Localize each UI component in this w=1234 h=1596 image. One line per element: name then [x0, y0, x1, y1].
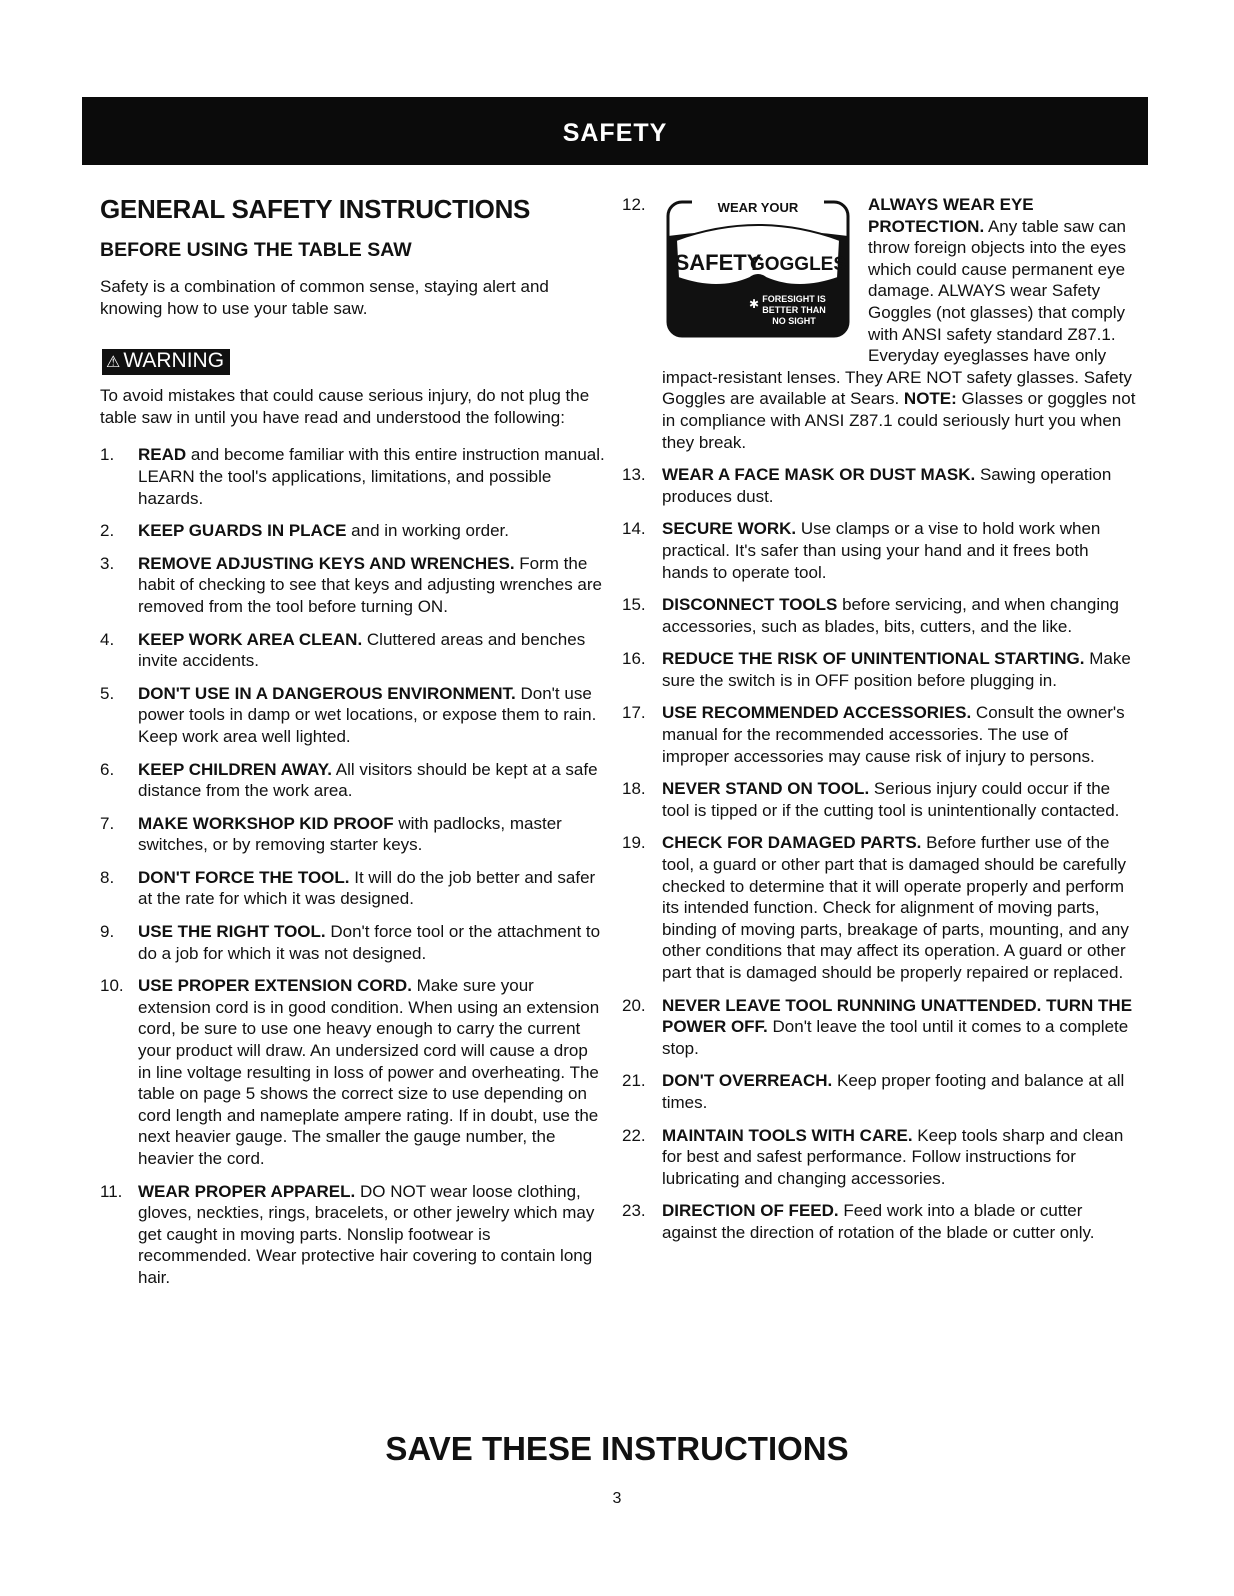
list-item: 15. DISCONNECT TOOLS before servicing, and when changing accessories, such as blades, bits, cutters, and the like. — [622, 595, 1120, 636]
list-item: 17. USE RECOMMENDED ACCESSORIES. Consult the owner's manual for the recommended accessories. The use of improper accessories may cause risk of injury to persons. — [622, 703, 1125, 766]
list-item: 22. MAINTAIN TOOLS WITH CARE. Keep tools sharp and clean for best and safest performance. Follow instructions for lubricating and changing accessories. — [622, 1125, 1124, 1188]
list-item: 23. DIRECTION OF FEED. Feed work into a blade or cutter against the direction of rotation of the blade or cutter only. — [622, 1201, 1095, 1242]
right-column — [622, 194, 1136, 1255]
list-item: 4. KEEP WORK AREA CLEAN. Cluttered areas and benches invite accidents. — [100, 629, 586, 671]
warning-triangle-icon: ⚠ — [106, 354, 121, 372]
svg-text:WEAR YOUR: WEAR YOUR — [717, 200, 799, 215]
banner-title: SAFETY — [562, 119, 668, 147]
list-item: 3. REMOVE ADJUSTING KEYS AND WRENCHES. Form the habit of checking to see that keys and adjusting wrenches are removed from the tool before turning ON. — [100, 553, 603, 616]
svg-text:GOGGLES: GOGGLES — [749, 254, 847, 275]
list-item: 14. SECURE WORK. Use clamps or a vise to hold work when practical. It's safer than using your hand and it frees both hands to operate tool. — [622, 519, 1101, 582]
list-item: 19. CHECK FOR DAMAGED PARTS. Before further use of the tool, a guard or other part that is damaged should be carefully checked to determine that it will operate properly and perform its intended function. Check for alignment of moving parts, binding of moving parts, breakage of parts, mounting, and any other conditions that may affect its operation. A guard or other part that is damaged should be properly repaired or replaced. — [622, 833, 1129, 982]
page-title: GENERAL SAFETY INSTRUCTIONS — [100, 194, 531, 224]
list-item: 18. NEVER STAND ON TOOL. Serious injury could occur if the tool is tipped or if the cutting tool is unintentionally contacted. — [622, 779, 1120, 820]
intro-text: Safety is a combination of common sense, staying alert and knowing how to use your table saw. — [100, 277, 549, 318]
svg-text:BETTER THAN: BETTER THAN — [762, 305, 826, 315]
svg-text:NO SIGHT: NO SIGHT — [772, 316, 816, 326]
list-item: 13. WEAR A FACE MASK OR DUST MASK. Sawing operation produces dust. — [622, 465, 1112, 506]
save-instructions-heading: SAVE THESE INSTRUCTIONS — [385, 1430, 849, 1467]
list-item: 6. KEEP CHILDREN AWAY. All visitors should be kept at a safe distance from the work area. — [100, 759, 598, 801]
warning-badge — [102, 349, 230, 375]
safety-list-right — [622, 464, 1136, 1243]
goggles-icon — [662, 196, 854, 341]
list-item: 5. DON'T USE IN A DANGEROUS ENVIRONMENT. Don't use power tools in damp or wet locations, or expose them to rain. Keep work area well lighted. — [100, 683, 597, 746]
list-item: 10. USE PROPER EXTENSION CORD. Make sure your extension cord is in good condition. When using an extension cord, be sure to use one heavy enough to carry the current your product will draw. An undersized cord will cause a drop in line voltage resulting in loss of power and overheating. The table on page 5 shows the correct size to use depending on cord length and nameplate ampere rating. If in doubt, use the next heavier gauge. The smaller the gauge number, the heavier the cord. — [100, 976, 600, 1168]
safety-list-left — [100, 444, 605, 1288]
list-item: 21. DON'T OVERREACH. Keep proper footing and balance at all times. — [622, 1071, 1125, 1112]
list-item: 20. NEVER LEAVE TOOL RUNNING UNATTENDED. TURN THE POWER OFF. Don't leave the tool until it comes to a complete stop. — [622, 995, 1133, 1058]
list-item: 12. WEAR YOUR SAFETY GOGGLES FORESIGHT IS BETTER THAN NO SIGHT ✱ ALWAYS WEAR EYE PROTECTION. Any table saw can throw foreign objects into the eyes which could cause permanent eye damage. ALWAYS wear Safety Goggles (not glasses) that comply with ANSI safety standard Z87.1. Everyday eyeglasses have only impact-resistant lenses. They ARE NOT safety glasses. Safety Goggles are available at Sears. NOTE: Glasses or goggles not in compliance with ANSI Z87.1 could seriously hurt you when they break. — [622, 195, 1136, 452]
list-item: 7. MAKE WORKSHOP KID PROOF with padlocks, master switches, or by removing starter keys. — [100, 813, 562, 855]
warning-label: WARNING — [123, 349, 225, 373]
section-subtitle: BEFORE USING THE TABLE SAW — [100, 239, 412, 261]
list-item: 2. KEEP GUARDS IN PLACE and in working order. — [100, 521, 509, 541]
svg-text:✱: ✱ — [748, 297, 760, 311]
safety-goggles-badge — [662, 196, 854, 341]
left-column — [100, 194, 605, 1300]
list-item: 1. READ and become familiar with this entire instruction manual. LEARN the tool's applications, limitations, and possible hazards. — [100, 445, 605, 508]
warning-text: To avoid mistakes that could cause serious injury, do not plug the table saw in until you have read and understood the following: — [100, 386, 590, 427]
list-item: 16. REDUCE THE RISK OF UNINTENTIONAL STARTING. Make sure the switch is in OFF position before plugging in. — [622, 649, 1131, 690]
list-item: 8. DON'T FORCE THE TOOL. It will do the job better and safer at the rate for which it was designed. — [100, 867, 596, 909]
list-item: 11. WEAR PROPER APPAREL. DO NOT wear loose clothing, gloves, neckties, rings, bracelets, or other jewelry which may get caught in moving parts. Nonslip footwear is recommended. Wear protective hair covering to contain long hair. — [100, 1181, 595, 1287]
section-banner — [82, 97, 1148, 165]
svg-text:FORESIGHT IS: FORESIGHT IS — [762, 294, 826, 304]
svg-text:SAFETY: SAFETY — [674, 250, 762, 275]
page-number: 3 — [612, 1490, 622, 1507]
list-item: 9. USE THE RIGHT TOOL. Don't force tool or the attachment to do a job for which it was not designed. — [100, 922, 601, 963]
